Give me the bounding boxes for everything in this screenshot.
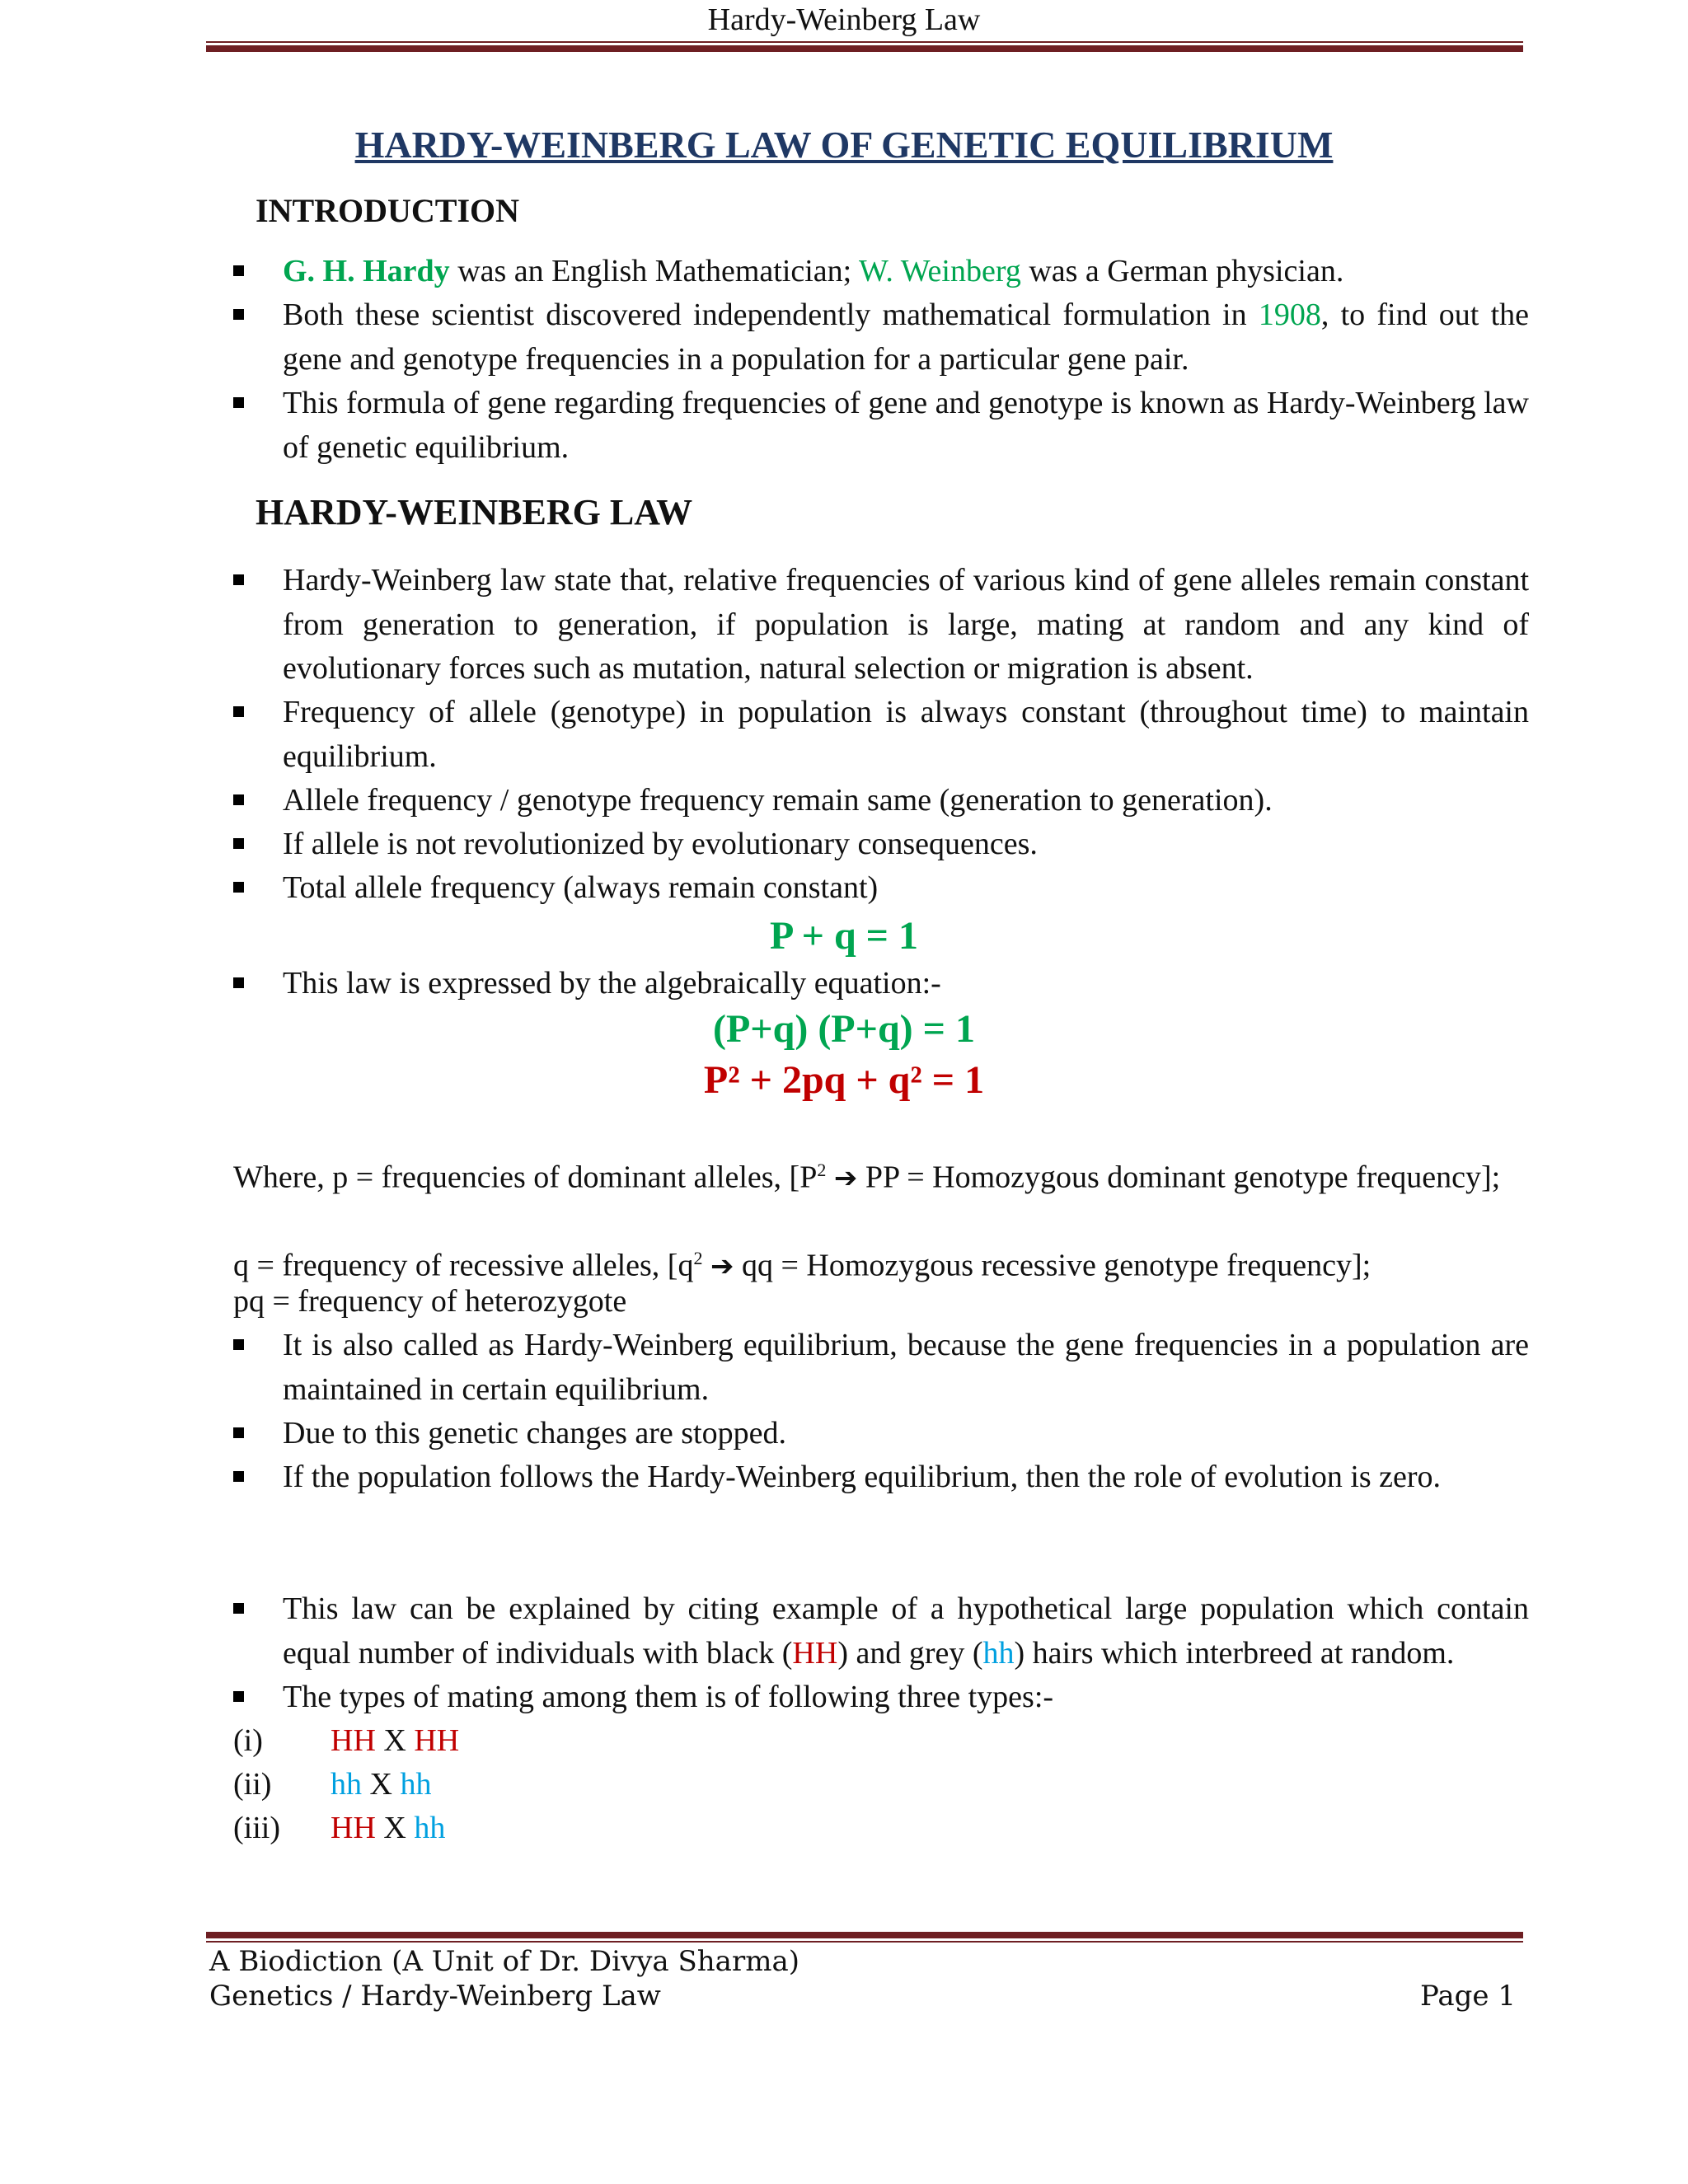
mating-num: (ii) (233, 1767, 272, 1802)
bullet-icon (233, 574, 244, 585)
page-number: Page 1 (1420, 1980, 1516, 2013)
example-b1-pre: This law can be explained by citing example of a hypothetical large population which contain equal number of individuals with black ( (283, 1591, 1529, 1671)
header-rule (206, 41, 1523, 52)
equation-2: (P+q) (P+q) = 1 (712, 1007, 976, 1051)
list-item (233, 1455, 1529, 1500)
where-q-pre: q = frequency of recessive alleles, [q (233, 1248, 694, 1283)
footer-subject: Genetics / Hardy-Weinberg Law (209, 1980, 661, 2013)
law-heading: HARDY-WEINBERG LAW (256, 492, 693, 532)
mating-x: X (375, 1723, 415, 1758)
where-p (233, 1148, 1578, 1201)
mating-b: HH (414, 1723, 460, 1758)
where-pq: pq = frequency of heterozygote (233, 1284, 627, 1319)
eq-bullet-3: If the population follows the Hardy-Weinberg equilibrium, then the role of evolution is zero. (283, 1460, 1442, 1494)
mating-num: (iii) (233, 1811, 280, 1845)
bullet-icon (233, 1471, 244, 1482)
mating-x: X (375, 1811, 415, 1845)
bullet-icon (233, 794, 244, 805)
bullet-icon (233, 706, 244, 717)
where-p-sup: 2 (817, 1160, 827, 1180)
equation-3: P² + 2pq + q² = 1 (703, 1058, 985, 1102)
intro-b1-end: was a German physician. (1020, 254, 1344, 288)
mating-row (233, 1763, 431, 1807)
list-item (233, 962, 1529, 1006)
law-bullet-2: Frequency of allele (genotype) in population is always constant (throughout time) to maintain equilibrium. (283, 695, 1529, 774)
genotype-HH: HH (792, 1635, 838, 1671)
list-item (233, 1675, 1529, 1720)
weinberg-name: W. Weinberg (859, 254, 1021, 288)
intro-b1-mid: was an English Mathematician; (449, 254, 860, 288)
bullet-icon (233, 265, 244, 276)
equation-1: P + q = 1 (769, 914, 919, 958)
list-item (233, 293, 1529, 382)
bullet-icon (233, 397, 244, 408)
arrow-right-icon: ➔ (710, 1249, 734, 1283)
bullet-icon (233, 977, 244, 988)
mating-b: hh (414, 1811, 446, 1845)
list-item (233, 382, 1529, 470)
mating-a: HH (331, 1723, 376, 1758)
mating-a: hh (331, 1767, 362, 1802)
list-item (233, 1324, 1529, 1412)
eq-bullet-2: Due to this genetic changes are stopped. (283, 1416, 786, 1451)
list-item (233, 1587, 1529, 1675)
where-p-post: PP = Homozygous dominant genotype frequency]; (857, 1160, 1501, 1195)
footer-rule (206, 1932, 1523, 1943)
header-title: Hardy-Weinberg Law (707, 2, 981, 37)
intro-b3: This formula of gene regarding frequencies of gene and genotype is known as Hardy-Weinberg law of genetic equilibrium. (283, 386, 1529, 465)
law-bullet-3: Allele frequency / genotype frequency remain same (generation to generation). (283, 783, 1273, 818)
bullet-icon (233, 882, 244, 893)
expressed-text: This law is expressed by the algebraically equation:- (283, 966, 941, 1001)
mating-x: X (362, 1767, 401, 1802)
bullet-icon (233, 1603, 244, 1614)
bullet-icon (233, 1339, 244, 1350)
genotype-hh: hh (982, 1635, 1015, 1671)
list-item (233, 250, 1529, 294)
law-bullet-1: Hardy-Weinberg law state that, relative frequencies of various kind of gene alleles remain constant from generation to generation, if population is large, mating at random and any kind of evolutionary forces such as mutation, natural selection or migration is absent. (283, 563, 1529, 686)
where-p-pre: Where, p = frequencies of dominant alleles, [P (233, 1160, 818, 1195)
bullet-icon (233, 1691, 244, 1702)
example-b2: The types of mating among them is of following three types:- (283, 1680, 1054, 1714)
mating-b: hh (400, 1767, 432, 1802)
list-item (233, 559, 1529, 691)
year: 1908 (1258, 298, 1321, 332)
footer-org: A Biodiction (A Unit of Dr. Divya Sharma) (209, 1945, 799, 1978)
mating-row (233, 1807, 445, 1851)
page-title: HARDY-WEINBERG LAW OF GENETIC EQUILIBRIUM (354, 124, 1334, 166)
list-item (233, 823, 1529, 867)
example-b1-mid: ) and grey ( (837, 1635, 983, 1671)
intro-heading: INTRODUCTION (256, 192, 520, 229)
intro-b2-pre: Both these scientist discovered independently mathematical formulation in (283, 298, 1259, 332)
law-bullet-4: If allele is not revolutionized by evolutionary consequences. (283, 827, 1038, 861)
example-b1-post: ) hairs which interbreed at random. (1014, 1635, 1455, 1671)
bullet-icon (233, 1427, 244, 1438)
list-item (233, 1412, 1529, 1456)
eq-bullet-1: It is also called as Hardy-Weinberg equilibrium, because the gene frequencies in a population are maintained in certain equilibrium. (283, 1328, 1529, 1407)
intro-b2-post: , to find out the gene and genotype frequencies in a population for a particular gene pair. (283, 298, 1529, 377)
law-bullet-5: Total allele frequency (always remain constant) (283, 870, 879, 905)
hardy-name: G. H. Hardy (283, 254, 450, 288)
mating-a: HH (331, 1811, 376, 1845)
bullet-icon (233, 838, 244, 849)
bullet-icon (233, 309, 244, 320)
where-q-sup: 2 (693, 1248, 703, 1268)
list-item (233, 691, 1529, 779)
list-item (233, 779, 1529, 823)
where-q-post: qq = Homozygous recessive genotype frequency]; (734, 1248, 1372, 1283)
arrow-right-icon: ➔ (833, 1161, 858, 1195)
mating-num: (i) (233, 1723, 263, 1758)
mating-row (233, 1719, 459, 1764)
list-item (233, 866, 1529, 911)
